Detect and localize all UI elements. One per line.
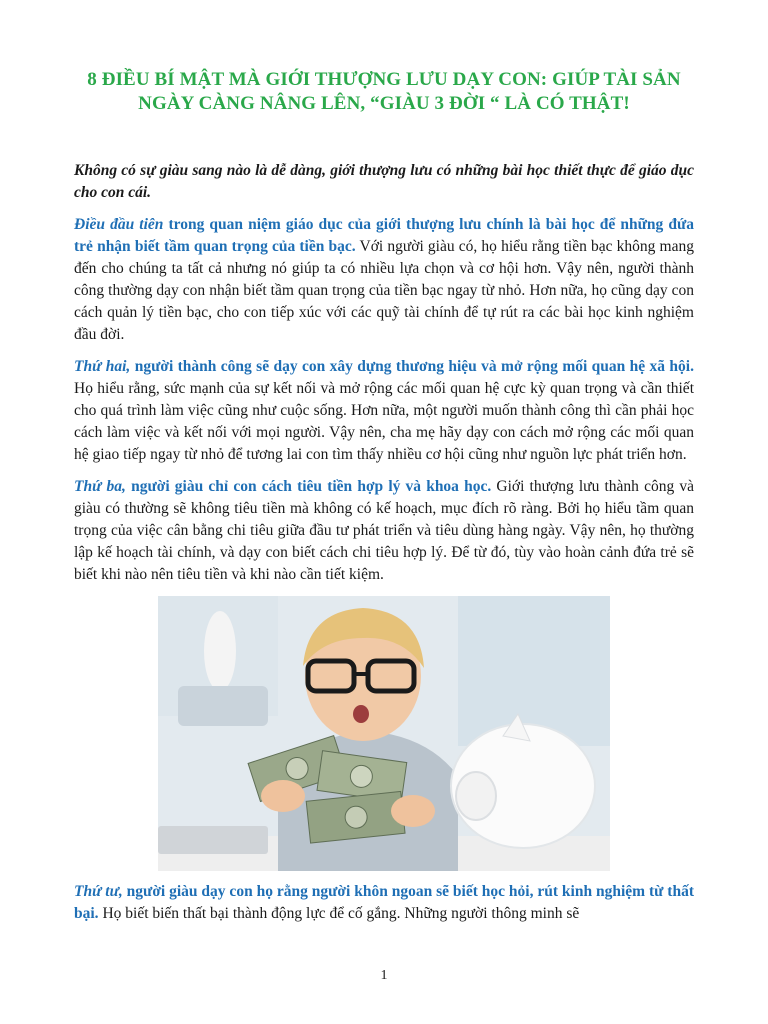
paragraph-4-lead-rest: người giàu dạy con họ rằng người khôn ngoan sẽ biết học hỏi, rút kinh nghiệm từ thất bại. xyxy=(74,883,695,922)
paragraph-3-lead-italic: Thứ ba, xyxy=(74,478,126,495)
paragraph-2-body: Họ hiểu rằng, sức mạnh của sự kết nối và mở rộng các mối quan hệ cực kỳ quan trọng và cần thiết cho quá trình làm việc cũng như cuộc sống. Hơn nữa, một người muốn thành công thì cần phải học cách làm việc và kết nối với mọi người. Vậy nên, cha mẹ hãy dạy con cách mở rộng các mối quan hệ giao tiếp ngay từ nhỏ để tương lai con tìm thấy nhiều cơ hội cũng như nguồn lực phát triển hơn. xyxy=(74,380,694,463)
paragraph-3 xyxy=(74,476,694,586)
paragraph-4 xyxy=(74,881,694,925)
paragraph-2 xyxy=(74,356,694,466)
paragraph-3-lead xyxy=(74,478,491,495)
page-number: 1 xyxy=(380,968,388,983)
paragraph-1-body: Với người giàu có, họ hiểu rằng tiền bạc không mang đến cho chúng ta tất cả nhưng nó giúp ta có nhiều lựa chọn và cơ hội hơn. Vậy nên, người thành công thường dạy con nhận biết tầm quan trọng của tiền bạc ngay từ nhỏ. Hơn nữa, họ cũng dạy con cách quản lý tiền bạc, cho con tiếp xúc với các quỹ tài chính để tự rút ra các bài học kinh nghiệm đầu đời. xyxy=(74,238,694,343)
paragraph-2-lead-italic: Thứ hai, xyxy=(74,358,131,375)
paragraph-2-lead xyxy=(74,358,694,375)
paragraph-2-lead-rest: người thành công sẽ dạy con xây dựng thương hiệu và mở rộng mối quan hệ xã hội. xyxy=(130,358,694,375)
paragraph-3-body: Giới thượng lưu thành công và giàu có thường sẽ không tiêu tiền mà không có kế hoạch, mục đích rõ ràng. Bởi họ hiểu tầm quan trọng của việc cân bằng chi tiêu giữa đầu tư phát triển và tiêu dùng hàng ngày. Vậy nên, họ thường lập kế hoạch tài chính, và dạy con biết cách chi tiêu hợp lý. Để từ đó, tùy vào hoàn cảnh đứa trẻ sẽ biết khi nào nên tiêu tiền và khi nào cần tiết kiệm. xyxy=(74,478,695,583)
document-title: 8 ĐIỀU BÍ MẬT MÀ GIỚI THƯỢNG LƯU DẠY CON: GIÚP TÀI SẢN NGÀY CÀNG NÂNG LÊN, “GIÀU 3 ĐỜI “ LÀ CÓ THẬT! xyxy=(87,69,681,114)
paragraph-1-lead-italic: Điều đầu tiên xyxy=(74,216,164,233)
paragraph-4-lead-italic: Thứ tư, xyxy=(74,883,123,900)
child-with-money-illustration xyxy=(158,596,610,871)
intro-paragraph: Không có sự giàu sang nào là dễ dàng, giới thượng lưu có những bài học thiết thực để giáo dục cho con cái. xyxy=(74,162,694,201)
paragraph-1 xyxy=(74,214,694,346)
document-page xyxy=(74,68,694,935)
child-with-money-photo xyxy=(158,596,610,871)
paragraph-4-body: Họ biết biến thất bại thành động lực để cố gắng. Những người thông minh sẽ xyxy=(98,905,580,922)
paragraph-3-lead-rest: người giàu chỉ con cách tiêu tiền hợp lý và khoa học. xyxy=(125,478,492,495)
paragraph-1-lead-rest: trong quan niệm giáo dục của giới thượng lưu chính là bài học để những đứa trẻ nhận biết tầm quan trọng của tiền bạc. xyxy=(74,216,695,255)
